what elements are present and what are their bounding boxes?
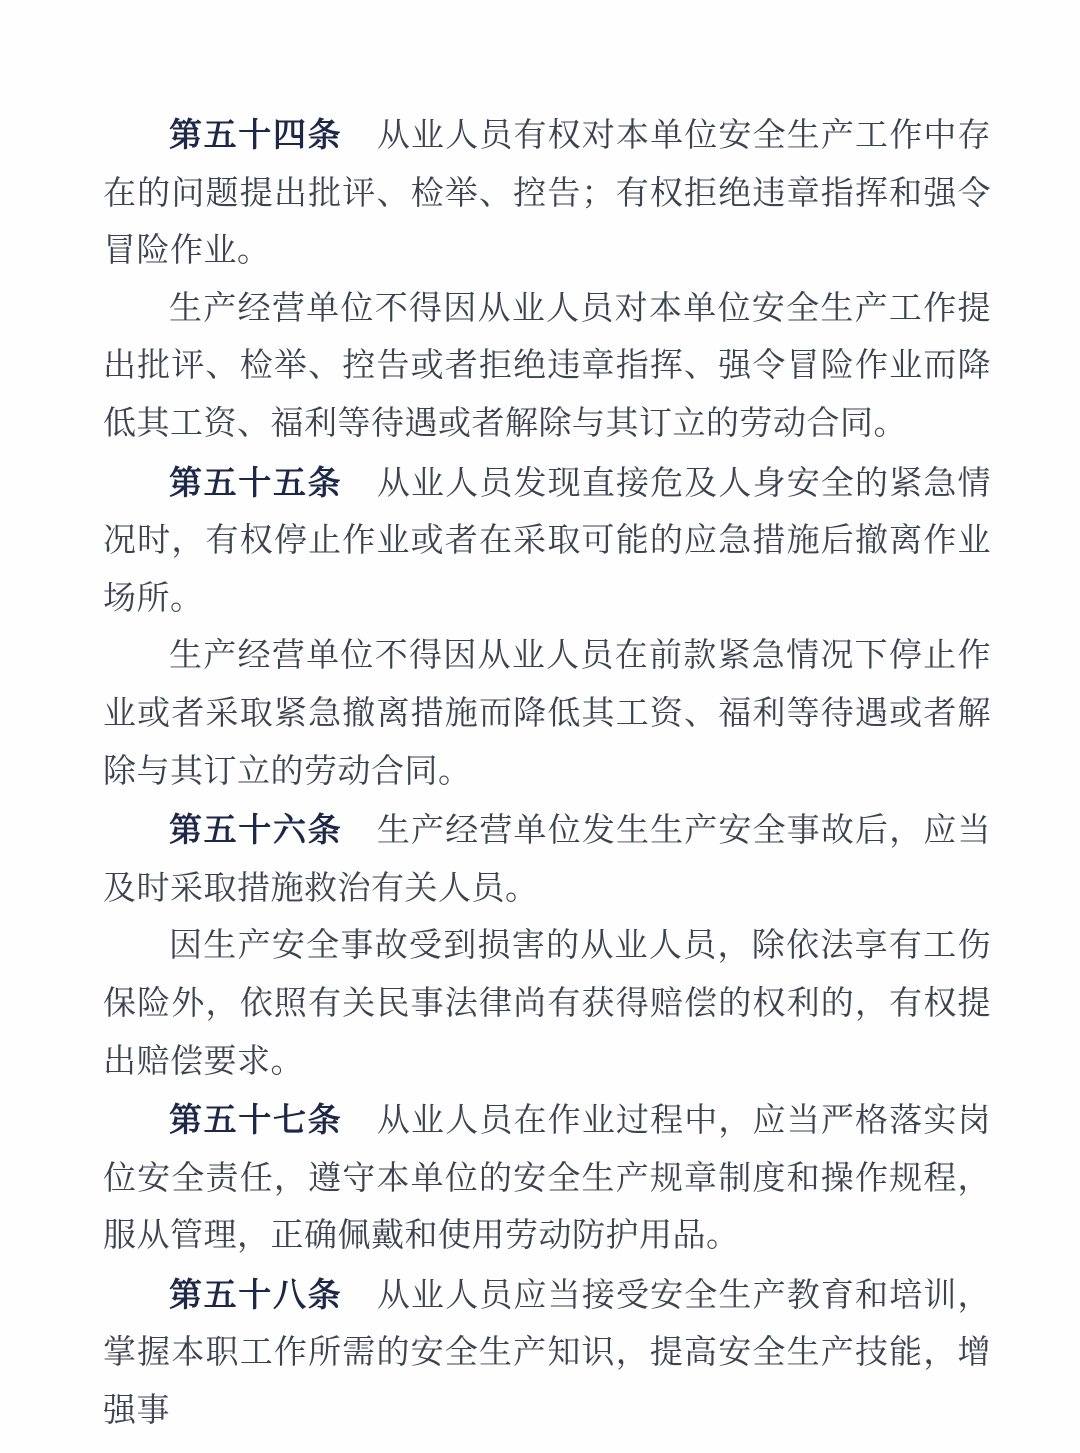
article-number-54: 第五十四条 (169, 116, 343, 153)
paragraph-article-54 (103, 106, 991, 281)
article-number-55: 第五十五条 (169, 463, 343, 501)
paragraph-article-55-clause-2 (103, 628, 991, 801)
paragraph-article-56-clause-2 (103, 918, 991, 1091)
paragraph-article-57 (103, 1091, 991, 1266)
paragraph-text: 生产经营单位不得因从业人员对本单位安全生产工作提出批评、检举、控告或者拒绝违章指挥、强令冒险作业而降低其工资、福利等待遇或者解除与其订立的劳动合同。 (103, 290, 991, 442)
article-number-58: 第五十八条 (169, 1275, 343, 1313)
paragraph-article-56 (103, 801, 991, 918)
paragraph-article-54-clause-2 (103, 281, 991, 454)
paragraph-text: 从业人员应当接受安全生产教育和培训，掌握本职工作所需的安全生产知识，提高安全生产技能，增强事 (103, 1277, 992, 1430)
paragraph-text: 因生产安全事故受到损害的从业人员，除依法享有工伤保险外，依照有关民事法律尚有获得赔偿的权利的，有权提出赔偿要求。 (103, 928, 991, 1080)
paragraph-text: 生产经营单位发生生产安全事故后，应当及时采取措施救治有关人员。 (103, 813, 992, 907)
paragraph-article-55 (103, 454, 991, 629)
article-number-56: 第五十六条 (169, 811, 343, 849)
paragraph-text: 从业人员在作业过程中，应当严格落实岗位安全责任，遵守本单位的安全生产规章制度和操作规程，服从管理，正确佩戴和使用劳动防护用品。 (103, 1103, 992, 1255)
article-number-57: 第五十七条 (169, 1101, 343, 1139)
paragraph-text: 生产经营单位不得因从业人员在前款紧急情况下停止作业或者采取紧急撤离措施而降低其工资、福利等待遇或者解除与其订立的劳动合同。 (103, 638, 991, 790)
paragraph-article-58 (103, 1266, 991, 1441)
document-body (103, 106, 991, 1441)
paragraph-text: 从业人员有权对本单位安全生产工作中存在的问题提出批评、检举、控告；有权拒绝违章指挥和强令冒险作业。 (103, 118, 992, 270)
paragraph-text: 从业人员发现直接危及人身安全的紧急情况时，有权停止作业或者在采取可能的应急措施后撤离作业场所。 (103, 465, 992, 617)
